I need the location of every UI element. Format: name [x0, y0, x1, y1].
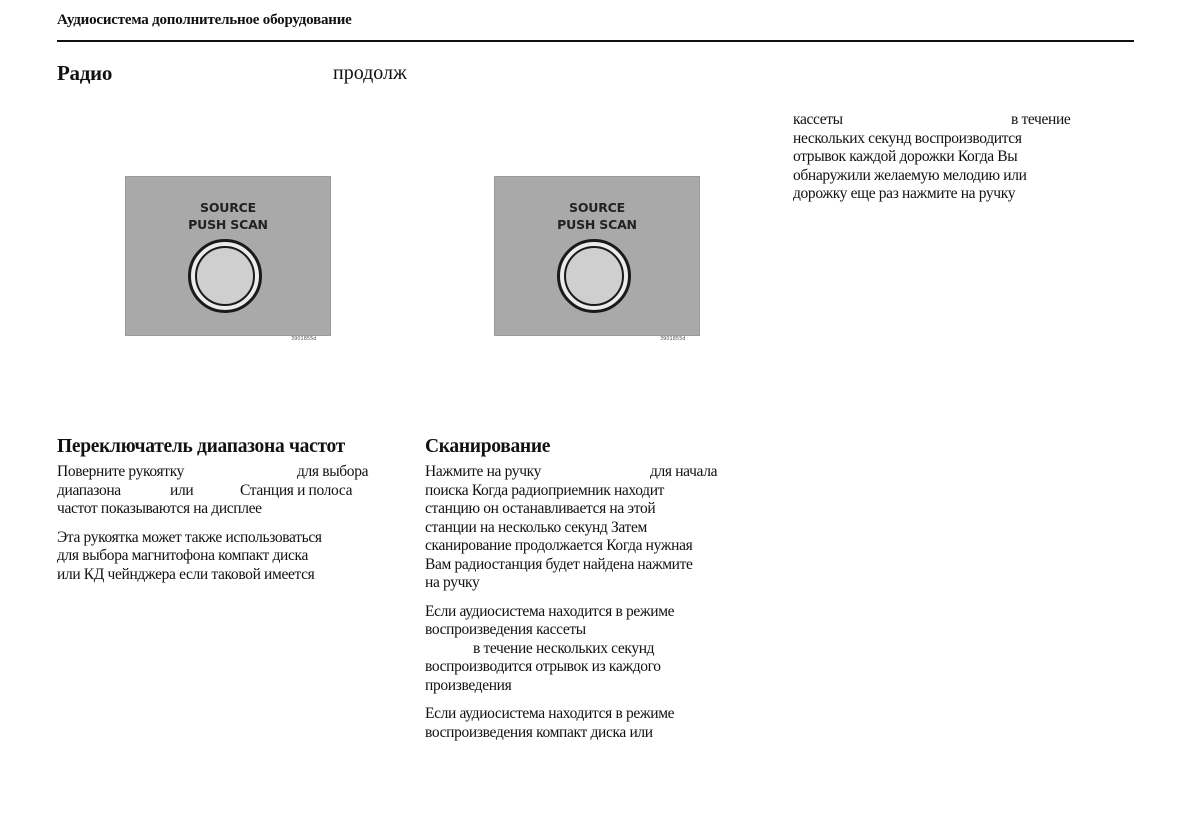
paragraph-gap	[57, 519, 397, 529]
text-line: отрывок каждой дорожки Когда Вы	[793, 148, 1018, 165]
section-continued-label: продолж	[333, 62, 407, 84]
text-line: Если аудиосистема находится в режиме	[425, 705, 675, 722]
text-line: станции на несколько секунд Затем	[425, 518, 647, 536]
text-fragment: Станция и полоса	[240, 481, 353, 499]
column-middle-text	[425, 463, 770, 742]
knob-ring-icon	[188, 239, 262, 313]
knob-icon	[564, 246, 624, 306]
text-line: дорожку еще раз нажмите на ручку	[793, 185, 1016, 202]
text-line: Эта рукоятка может также использоваться	[57, 528, 322, 546]
figure-source-knob-2	[494, 176, 700, 336]
figure-code-1: 3901855d	[291, 336, 317, 342]
text-fragment: для выбора	[297, 463, 369, 480]
text-line: поиска Когда радиоприемник находит	[425, 481, 665, 499]
text-line: нескольких секунд воспроизводится	[793, 129, 1022, 147]
text-fragment: Нажмите на ручку	[425, 463, 542, 480]
running-head: Аудиосистема дополнительное оборудование	[57, 12, 352, 28]
text-line: воспроизводится отрывок из каждого	[425, 658, 661, 675]
text-fragment: диапазона	[57, 481, 121, 499]
header-rule	[57, 40, 1134, 42]
text-line: на ручку	[425, 574, 480, 591]
text-line: или КД чейнджера если таковой имеется	[57, 565, 315, 583]
text-fragment: или	[170, 481, 194, 499]
text-fragment: в течение	[1011, 111, 1071, 128]
knob-icon	[195, 246, 255, 306]
figure-label-push-scan: PUSH SCAN	[557, 217, 637, 232]
text-line: частот показываются на дисплее	[57, 500, 262, 517]
text-fragment: в течение нескольких секунд	[473, 639, 655, 657]
figure-label-source: SOURCE	[200, 200, 256, 215]
figure-code-2: 3901855d	[660, 336, 686, 342]
heading-scanning: Сканирование	[425, 436, 551, 457]
heading-band-selector: Переключатель диапазона частот	[57, 436, 345, 457]
text-fragment: для начала	[650, 463, 718, 480]
text-line: произведения	[425, 676, 512, 694]
text-line: станцию он останавливается на этой	[425, 500, 656, 517]
text-line: сканирование продолжается Когда нужная	[425, 537, 693, 554]
text-line: Вам радиостанция будет найдена нажмите	[425, 555, 693, 573]
text-fragment: кассеты	[793, 111, 843, 128]
figure-label-push-scan: PUSH SCAN	[188, 217, 268, 232]
paragraph-gap	[425, 593, 770, 603]
knob-ring-icon	[557, 239, 631, 313]
text-line: обнаружили желаемую мелодию или	[793, 166, 1027, 184]
text-line: воспроизведения кассеты	[425, 621, 586, 638]
paragraph-gap	[425, 695, 770, 705]
column-left-text	[57, 463, 397, 584]
text-fragment: Поверните рукоятку	[57, 463, 185, 480]
figure-source-knob-1	[125, 176, 331, 336]
section-title: Радио	[57, 61, 113, 85]
column-right-text	[793, 111, 1093, 204]
text-line: воспроизведения компакт диска или	[425, 723, 653, 741]
text-line: для выбора магнитофона компакт диска	[57, 547, 308, 564]
figure-label-source: SOURCE	[569, 200, 625, 215]
text-line: Если аудиосистема находится в режиме	[425, 602, 675, 620]
